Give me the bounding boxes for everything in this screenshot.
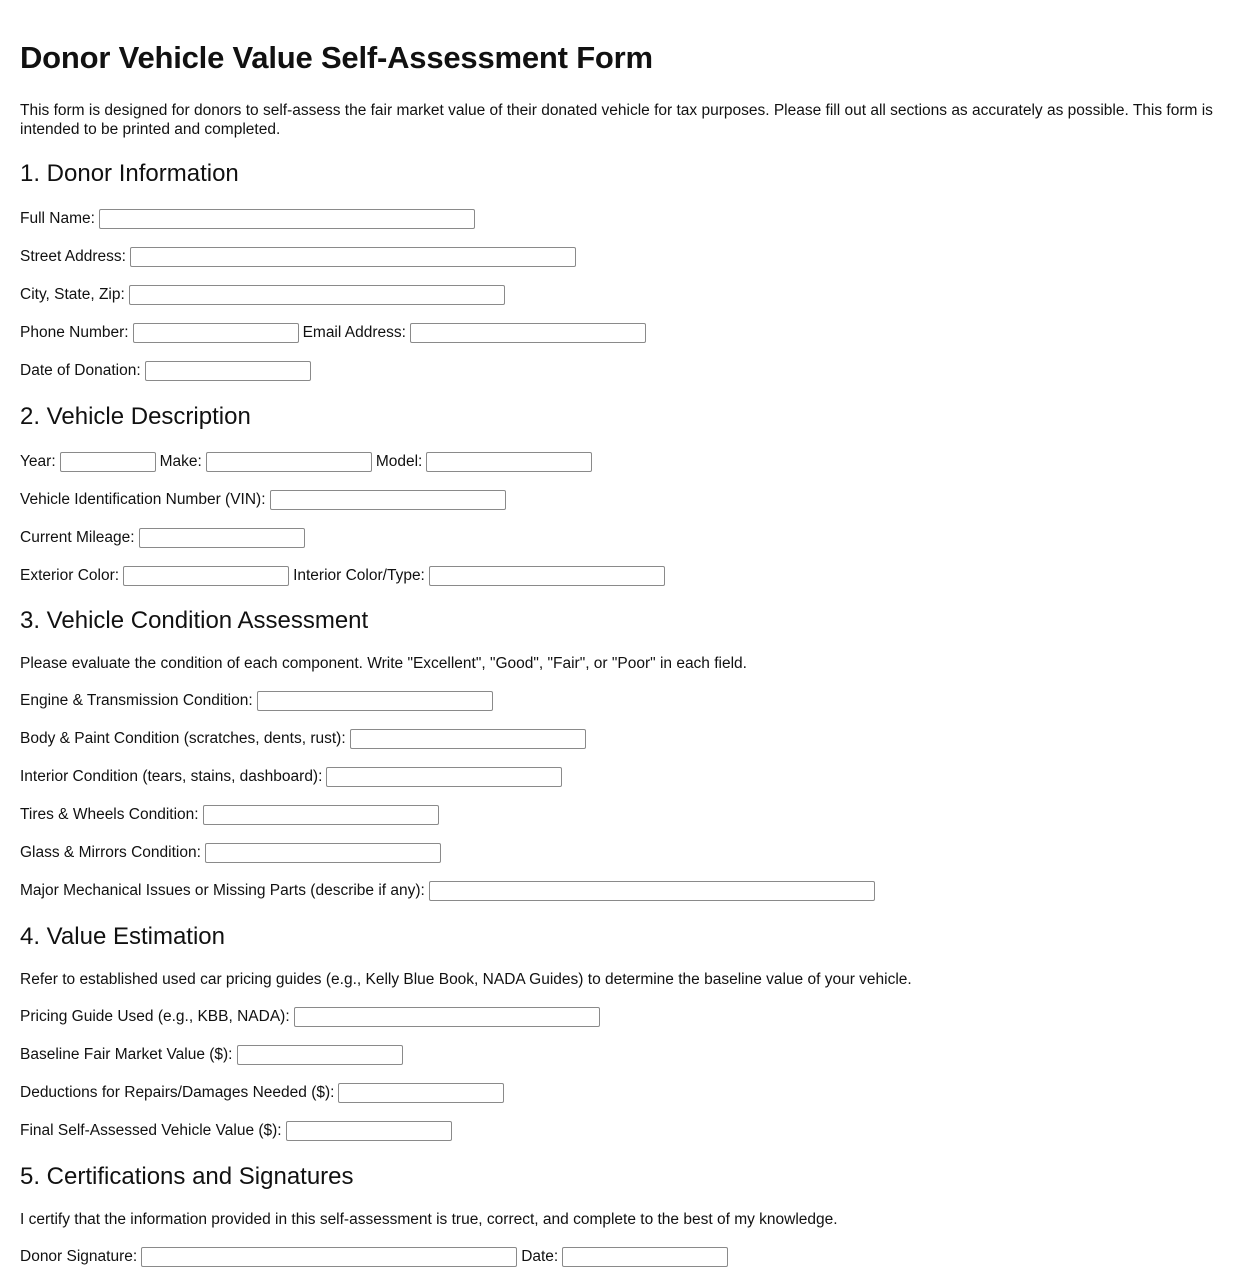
phone-field[interactable] — [133, 323, 299, 343]
section-certification-heading: 5. Certifications and Signatures — [20, 1163, 354, 1190]
exterior-color-label: Exterior Color: — [20, 567, 120, 584]
row-donation-date — [20, 360, 311, 382]
condition-instructions: Please evaluate the condition of each component. Write "Excellent", "Good", "Fair", or "Poor" in each field. — [20, 655, 747, 672]
make-field[interactable] — [206, 452, 372, 472]
section-donor-heading: 1. Donor Information — [20, 160, 239, 187]
signature-date-field[interactable] — [562, 1247, 728, 1267]
row-year-make-model — [20, 451, 592, 473]
street-address-field[interactable] — [130, 247, 576, 267]
year-field[interactable] — [60, 452, 156, 472]
body-condition-field[interactable] — [350, 729, 586, 749]
row-guide — [20, 1006, 600, 1028]
make-label: Make: — [159, 453, 202, 470]
section-value-heading: 4. Value Estimation — [20, 923, 225, 950]
email-label: Email Address: — [302, 324, 406, 341]
row-tires — [20, 804, 439, 826]
row-interior — [20, 766, 562, 788]
section-condition-heading: 3. Vehicle Condition Assessment — [20, 607, 369, 634]
city-label: City, State, Zip: — [20, 286, 125, 303]
row-glass — [20, 842, 441, 864]
row-full-name — [20, 208, 475, 230]
page-title: Donor Vehicle Value Self-Assessment Form — [20, 40, 653, 75]
guide-label: Pricing Guide Used (e.g., KBB, NADA): — [20, 1008, 290, 1025]
row-baseline — [20, 1044, 403, 1066]
signature-label: Donor Signature: — [20, 1248, 138, 1265]
year-label: Year: — [20, 453, 56, 470]
section-vehicle-heading: 2. Vehicle Description — [20, 403, 251, 430]
final-label: Final Self-Assessed Vehicle Value ($): — [20, 1122, 282, 1139]
interior-color-label: Interior Color/Type: — [293, 567, 425, 584]
city-state-zip-field[interactable] — [129, 285, 505, 305]
row-street — [20, 246, 576, 268]
exterior-color-field[interactable] — [123, 566, 289, 586]
pricing-guide-field[interactable] — [294, 1007, 600, 1027]
signature-field[interactable] — [141, 1247, 517, 1267]
vin-field[interactable] — [270, 490, 506, 510]
row-signature — [20, 1246, 728, 1268]
row-vin — [20, 489, 506, 511]
street-label: Street Address: — [20, 248, 126, 265]
mileage-label: Current Mileage: — [20, 529, 135, 546]
engine-condition-field[interactable] — [257, 691, 493, 711]
value-instructions: Refer to established used car pricing guides (e.g., Kelly Blue Book, NADA Guides) to determine the baseline value of your vehicle. — [20, 971, 912, 988]
email-field[interactable] — [410, 323, 646, 343]
donation-date-label: Date of Donation: — [20, 362, 141, 379]
baseline-value-field[interactable] — [237, 1045, 403, 1065]
signature-date-label: Date: — [521, 1248, 559, 1265]
interior-color-field[interactable] — [429, 566, 665, 586]
row-final — [20, 1120, 452, 1142]
row-deductions — [20, 1082, 504, 1104]
donation-date-field[interactable] — [145, 361, 311, 381]
deductions-field[interactable] — [338, 1083, 504, 1103]
mechanical-issues-field[interactable] — [429, 881, 875, 901]
mileage-field[interactable] — [139, 528, 305, 548]
intro-text: This form is designed for donors to self-assess the fair market value of their donated vehicle for tax purposes. Please fill out all sections as accurately as possible. This form is intended to be printed and completed. — [20, 102, 1213, 138]
full-name-label: Full Name: — [20, 210, 95, 227]
final-value-field[interactable] — [286, 1121, 452, 1141]
glass-label: Glass & Mirrors Condition: — [20, 844, 201, 861]
phone-label: Phone Number: — [20, 324, 129, 341]
row-contact — [20, 322, 646, 344]
tires-label: Tires & Wheels Condition: — [20, 806, 199, 823]
deductions-label: Deductions for Repairs/Damages Needed ($): — [20, 1084, 335, 1101]
body-label: Body & Paint Condition (scratches, dents, rust): — [20, 730, 346, 747]
row-colors — [20, 565, 665, 587]
interior-condition-field[interactable] — [326, 767, 562, 787]
row-city — [20, 284, 505, 306]
certification-text: I certify that the information provided in this self-assessment is true, correct, and complete to the best of my knowledge. — [20, 1211, 838, 1228]
row-body — [20, 728, 586, 750]
row-issues — [20, 880, 875, 902]
issues-label: Major Mechanical Issues or Missing Parts (describe if any): — [20, 882, 425, 899]
vin-label: Vehicle Identification Number (VIN): — [20, 491, 266, 508]
row-engine — [20, 690, 493, 712]
engine-label: Engine & Transmission Condition: — [20, 692, 253, 709]
glass-condition-field[interactable] — [205, 843, 441, 863]
baseline-label: Baseline Fair Market Value ($): — [20, 1046, 233, 1063]
model-field[interactable] — [426, 452, 592, 472]
interior-label: Interior Condition (tears, stains, dashboard): — [20, 768, 323, 785]
row-mileage — [20, 527, 305, 549]
tires-condition-field[interactable] — [203, 805, 439, 825]
model-label: Model: — [375, 453, 423, 470]
full-name-field[interactable] — [99, 209, 475, 229]
